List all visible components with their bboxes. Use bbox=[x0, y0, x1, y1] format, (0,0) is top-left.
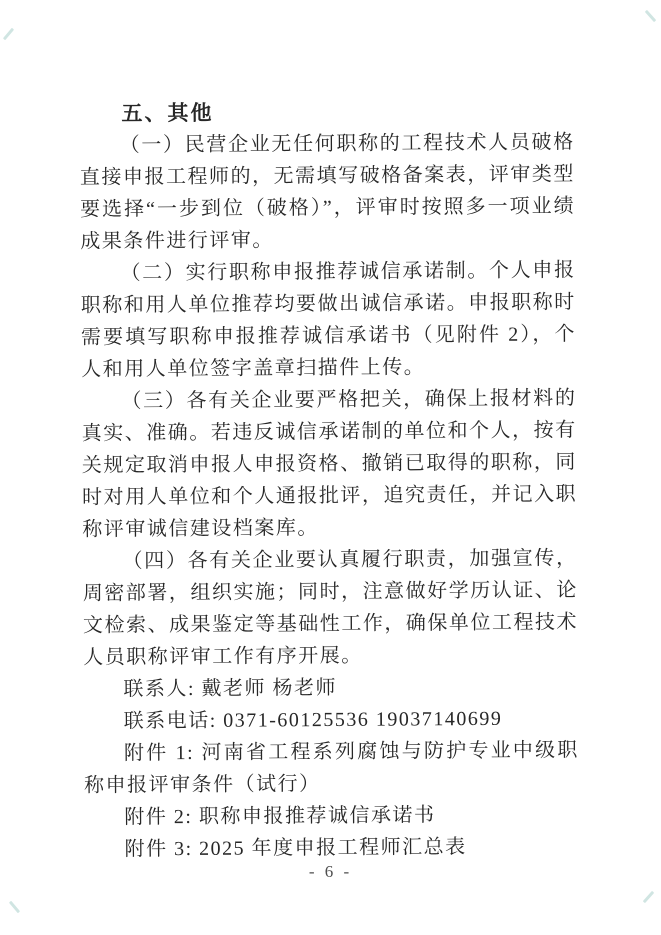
paragraph-1: （一）民营企业无任何职称的工程技术人员破格直接申报工程师的，无需填写破格备案表，评审类型要选择“一步到位（破格）”，评审时按照多一项业绩成果条件进行评审。 bbox=[79, 131, 576, 253]
attachment-line-2: 附件 2: 职称申报推荐诚信承诺书 bbox=[124, 804, 436, 829]
section-heading: 五、其他 bbox=[121, 100, 214, 126]
paragraph-3: （三）各有关企业要严格把关，确保上报材料的真实、准确。若违反诚信承诺制的单位和个人，按有关规定取消申报人申报资格、撤销已取得的职称，同时对用人单位和个人通报批评，追究责任，并记入职称评审诚信建设档案库。 bbox=[81, 387, 578, 541]
scan-corner-mark-top-left bbox=[3, 28, 14, 41]
attachment-line-3: 附件 3: 2025 年度申报工程师汇总表 bbox=[124, 836, 467, 861]
scan-corner-mark-bottom-left bbox=[9, 901, 20, 914]
contact-person-line: 联系人: 戴老师 杨老师 bbox=[123, 676, 338, 701]
attachment-line-1: 附件 1: 河南省工程系列腐蚀与防护专业中级职称申报评审条件（试行） bbox=[84, 739, 579, 797]
scan-corner-mark-top-right bbox=[645, 10, 657, 22]
contact-phone-line: 联系电话: 0371-60125536 19037140699 bbox=[123, 707, 503, 733]
scan-corner-mark-bottom-right bbox=[643, 891, 655, 903]
document-body bbox=[79, 94, 579, 865]
page-number: - 6 - bbox=[308, 862, 353, 881]
paragraph-4: （四）各有关企业要认真履行职责，加强宣传，周密部署，组织实施；同时，注意做好学历认证、论文检索、成果鉴定等基础性工作，确保单位工程技术人员职称评审工作有序开展。 bbox=[82, 547, 579, 669]
paragraph-2: （二）实行职称申报推荐诚信承诺制。个人申报职称和用人单位推荐均要做出诚信承诺。申报职称时需要填写职称申报推荐诚信承诺书（见附件 2），个人和用人单位签字盖章扫描件上传。 bbox=[80, 259, 577, 381]
